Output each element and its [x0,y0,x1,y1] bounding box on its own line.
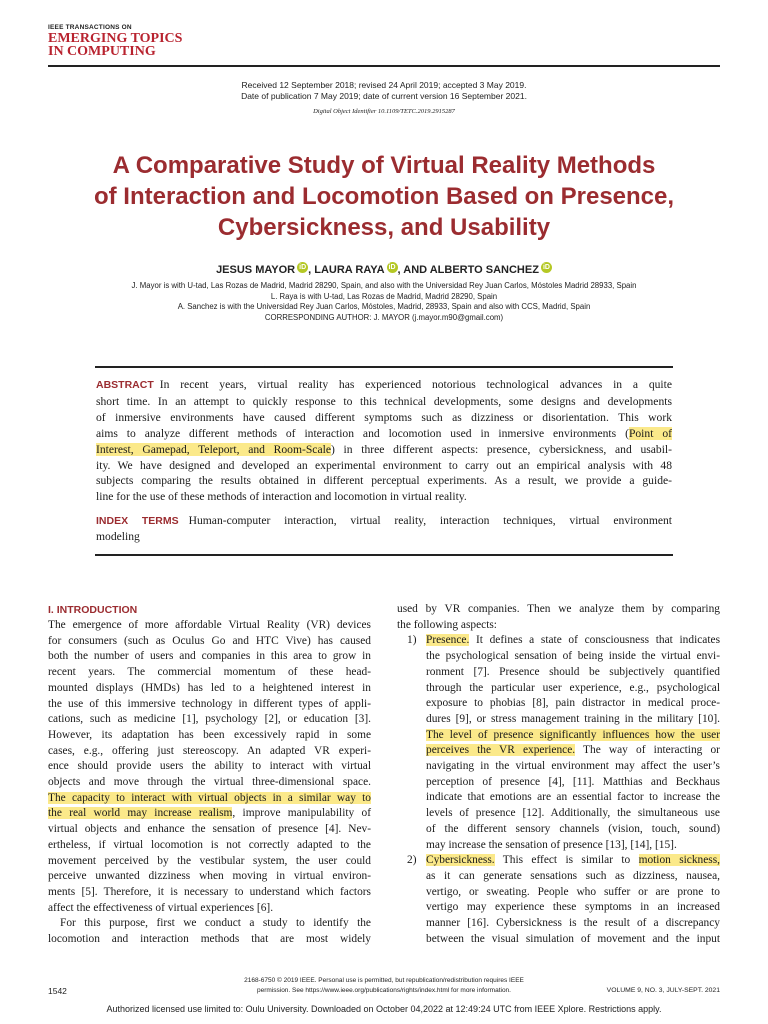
doi: Digital Object Identifier 10.1109/TETC.2019.2915287 [313,108,455,115]
highlight: Interest, Gamepad, Teleport, and Room-Scale [96,442,331,456]
volume-info: VOLUME 9, NO. 3, JULY-SEPT. 2021 [606,987,720,994]
list-number: 1) [407,634,417,647]
intro-right-column: used by VR companies. Then we analyze them by comparing the following aspects: 1) Presence. It defines a state of consciousness that indicates the psychological sensation of being inside the virtual envi- ronment [7]. Presence should be subjectively quantified through the particular user experience, e.g., psychological exposure to phobias [8], pain distractor in medical proce- dures [9], or stress management training in the military [10]. The level of presence significantly influences how the user perceives the VR experience. The way of interacting or navigating in the virtual environment may affect the user’s perception of presence [4], [11]. Matthias and Beckhaus indicate that emotions are an essential factor to increase the levels of presence [12]. Additionally, the simultaneous use of the different sensory channels (vision, touch, sound) may increase the sensation of presence [13], [14], [15]. 2) Cybersickness. This effect is similar to motion sickness, as it can generate sensations such as dizziness, nausea, vertigo, or sweating. People who suffer or are prone to vertigo may experience these symptoms in an increased manner [16]. Cybersickness is the result of a discrepancy between the visual simulation of movement and the input [397,602,720,947]
journal-line2: EMERGING TOPICS [48,31,183,46]
author-sep: , [308,264,315,276]
journal-line1: IEEE TRANSACTIONS ON [48,24,132,31]
page-number: 1542 [48,986,67,996]
title-line3: Cybersickness, and Usability [217,214,551,241]
list-number: 2) [407,854,417,867]
highlight: perceives the VR experience. [426,744,576,757]
index-terms: INDEX TERMS Human-computer interaction, virtual reality, interaction techniques, virtual environment modeling [96,514,672,544]
list-item: 1) Presence. It defines a state of consciousness that indicates the psychological sensation of being inside the virtual envi- ronment [7]. Presence should be subjectively quantified through the particular user experience, e.g., psychological exposure to phobias [8], pain distractor in medical proce- dures [9], or stress management training in the military [10]. The level of presence significantly influences how the user perceives the VR experience. The way of interacting or navigating in the virtual environment may affect the user’s perception of presence [4], [11]. Matthias and Beckhaus indicate that emotions are an essential factor to increase the levels of presence [12]. Additionally, the simultaneous use of the different sensory channels (vision, touch, sound) may increase the sensation of presence [13], [14], [15]. [407,634,720,851]
history-line1: Received 12 September 2018; revised 24 April 2019; accepted 3 May 2019. [241,80,527,90]
author-list [0,262,768,276]
abstract-bottom-rule [95,554,673,556]
highlight: Cybersickness. [426,854,495,867]
orcid-icon[interactable]: iD [388,264,396,271]
highlight: Presence. [426,634,470,647]
author-3: ALBERTO SANCHEZ [429,264,539,276]
abstract: ABSTRACT In recent years, virtual reality has experienced notorious technological advances in a quite short time. In an attempt to quickly response to this technical developments, some designs and developments of inmersive environments have caused different symptoms such as dizziness or disorientation. This work aims to analyze different methods of interaction and locomotion used in inmersive environments (Point of Interest, Gamepad, Teleport, and Room-Scale) in three different aspects: presence, cybersickness, and usabil- ity. We have designed and developed an experimental environment to carry out an empirical analysis with 48 subjects comparing the results obtained in different perceptual experiments. As a result, we provide a guide- line for the use of these methods of interaction and locomotion in virtual reality. INDEX TERMS Human-computer interaction, virtual reality, interaction techniques, virtual environment modeling [96,378,673,544]
highlight: the real world may increase realism [48,807,233,820]
journal-logo [48,24,182,59]
affiliation-1: J. Mayor is with U-tad, Las Rozas de Madrid, Madrid 28290, Spain, and also with the Universidad Rey Juan Carlos, Móstoles Madrid 28933, Spain [131,281,637,290]
history-line2: Date of publication 7 May 2019; date of current version 16 September 2021. [241,91,527,101]
abstract-label: ABSTRACT [96,379,154,391]
journal-line3: IN COMPUTING [48,44,156,59]
title-line1: A Comparative Study of Virtual Reality Methods [112,152,656,179]
list-item: 2) Cybersickness. This effect is similar to motion sickness, as it can generate sensations such as dizziness, nausea, vertigo, or sweating. People who suffer or are prone to vertigo may experience these symptoms in an increased manner [16]. Cybersickness is the result of a discrepancy between the visual simulation of movement and the input [407,854,721,945]
highlight: Point of [628,426,672,440]
publication-history [0,80,768,117]
intro-left-column: I. INTRODUCTION The emergence of more affordable Virtual Reality (VR) devices for consumers (such as Oculus Go and HTC Vive) has caused both the number of users and companies in this area to grow in recent years. The commercial momentum of these head- mounted displays (HMDs) has led to a heightened interest in the use of this immersive technology in different types of appli- cations, such as medicine [1], psychology [2], or education [3]. However, its adaptation has been excessively rapid in some cases, e.g., offering just stereoscopy. An adapted VR experi- ence should provide users the ability to interact with virtual objects and move through the virtual three-dimensional space. The capacity to interact with virtual objects in a similar way to the real world may increase realism, improve manipulability of virtual objects and enhance the sensation of presence [4]. Nev- ertheless, if virtual locomotion is not correctly adapted to the movement perceived by the vestibular system, the user could perceive unwanted dizziness when moving in virtual environ- ments [5]. Therefore, it is necessary to understand which factors affect the effectiveness of virtual experiences [6]. For this purpose, first we conduct a study to identify the locomotion and interaction methods that are most widely [48,604,371,946]
orcid-icon[interactable]: iD [542,264,550,271]
title-line2: of Interaction and Locomotion Based on Presence, [93,183,675,210]
affiliation-3: A. Sanchez is with the Universidad Rey Juan Carlos, Móstoles, Madrid, 28933, Spain and also with CCS, Madrid, Spain [177,302,591,311]
highlight: The level of presence significantly influences how the user [426,728,720,741]
copyright: 2168-6750 © 2019 IEEE. Personal use is permitted, but republication/redistribution requires IEEE permission. See https://www.ieee.org/publications/rights/index.html for more information. [244,977,524,994]
section-heading: I. INTRODUCTION [48,604,138,616]
license-notice: Authorized licensed use limited to: Oulu University. Downloaded on October 04,2022 at 12:49:24 UTC from IEEE Xplore. Restrictions apply. [106,1004,662,1014]
author-1: JESUS MAYOR [216,264,296,276]
abstract-top-rule [95,366,673,368]
affiliation-2: L. Raya is with U-tad, Las Rozas de Madrid, Madrid 28290, Spain [270,291,498,301]
author-sep: , AND [397,264,430,276]
highlight: The capacity to interact with virtual objects in a similar way to [48,791,371,804]
index-terms-label: INDEX TERMS [96,515,179,528]
affiliations [0,281,768,323]
header-rule [48,65,720,67]
paper-title [0,150,768,243]
author-2: LAURA RAYA [314,264,385,276]
corresponding-author: CORRESPONDING AUTHOR: J. MAYOR (j.mayor.m90@gmail.com) [264,312,504,322]
highlight: motion sickness, [638,854,721,867]
orcid-icon[interactable]: iD [299,264,307,271]
